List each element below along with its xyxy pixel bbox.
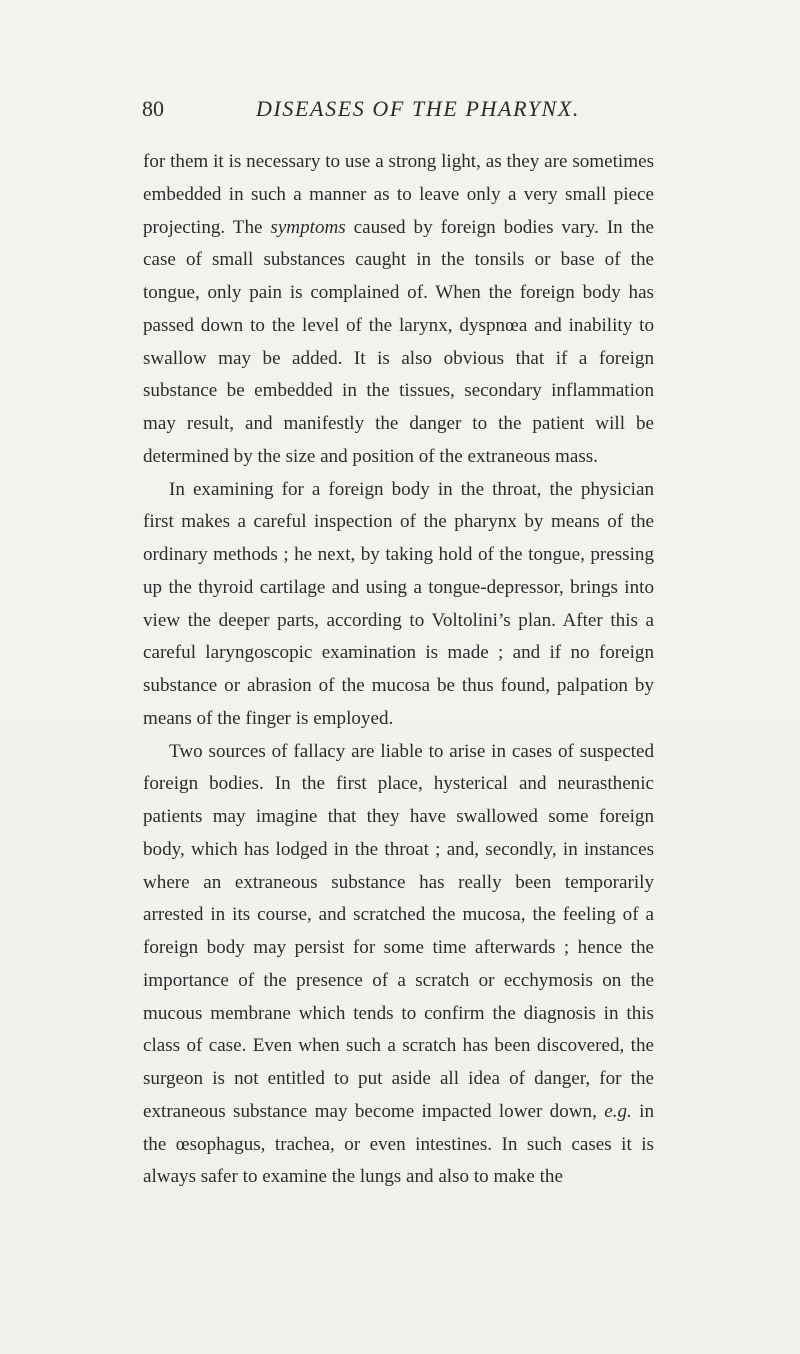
eg-italic: e.g. (604, 1100, 632, 1122)
page-number: 80 (142, 96, 164, 121)
page-header (142, 94, 654, 124)
paragraph-3-text-a: Two sources of fallacy are liable to arise in cases of suspected foreign bodies. In the first place, hysterical and neurasthenic patients may imagine that they have swallowed some foreign body, which has lodged in the throat ; and, secondly, in instances where an extraneous substance has really been temporarily arrested in its course, and scratched the mucosa, the feeling of a foreign body may persist for some time afterwards ; hence the importance of the presence of a scratch or ecchymosis on the mucous membrane which tends to confirm the diagnosis in this class of case. Even when such a scratch has been discovered, the surgeon is not entitled to put aside all idea of danger, for the extraneous substance may become impacted lower down, (143, 740, 654, 1122)
paragraph-1-text-a: for them it is necessary to use a strong light, as they are sometimes embedded in such a manner as to leave only a very small piece projecting. The (143, 151, 654, 238)
body-text (143, 146, 654, 1194)
running-head: DISEASES OF THE PHARYNX. (256, 96, 580, 121)
paragraph-2: In examining for a foreign body in the throat, the physician first makes a careful inspection of the pharynx by means of the ordinary methods ; he next, by taking hold of the tongue, pressing up the thyroid cartilage and using a tongue-depressor, brings into view the deeper parts, according to Voltolini’s plan. After this a careful laryngoscopic examination is made ; and if no foreign substance or abrasion of the mucosa be thus found, palpation by means of the finger is employed. (143, 478, 654, 729)
paragraph-1-text-b: caused by foreign bodies vary. In the case of small substances caught in the tonsils or base of the tongue, only pain is complained of. When the foreign body has passed down to the level of the larynx, dyspnœa and inability to swallow may be added. It is also obvious that if a foreign substance be embedded in the tissues, secondary inflammation may result, and manifestly the danger to the patient will be determined by the size and position of the extraneous mass. (143, 216, 654, 467)
symptoms-italic: symptoms (270, 216, 346, 238)
paragraph-1 (143, 146, 654, 474)
paragraph-3 (143, 736, 654, 1195)
paragraph-3-text-b: in the œsophagus, trachea, or even intestines. In such cases it is always safer to examine the lungs and also to make the (143, 1100, 654, 1188)
